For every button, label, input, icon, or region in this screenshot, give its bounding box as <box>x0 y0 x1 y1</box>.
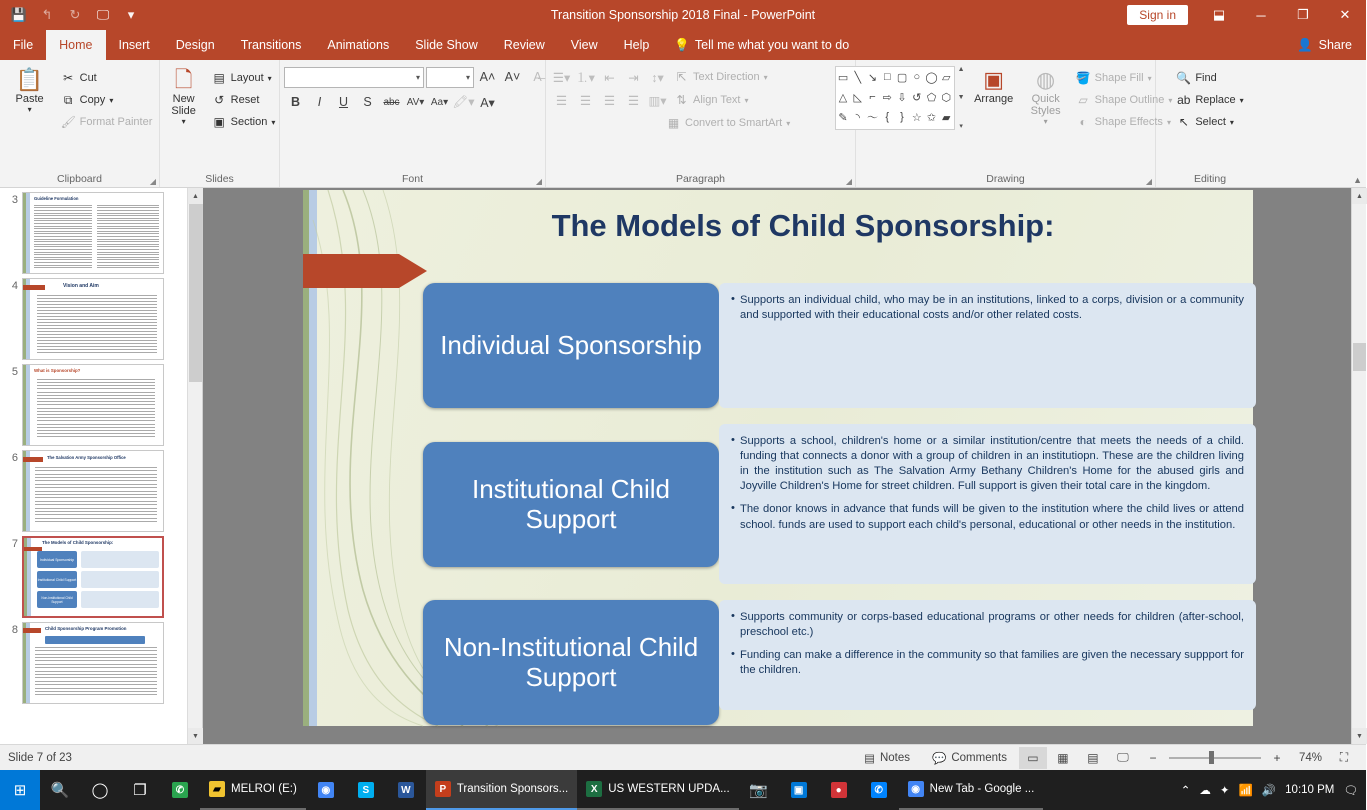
chrome-icon: ◉ <box>908 781 924 797</box>
new-slide-button[interactable]: 🗋 New Slide ▾ <box>160 63 208 130</box>
customize-quick-access-icon[interactable]: ▾ <box>127 7 135 22</box>
share-button[interactable] <box>1283 30 1366 60</box>
messenger-icon[interactable]: ✆ <box>859 770 899 810</box>
title-bar-right <box>1127 0 1366 30</box>
ribbon-display-options-icon[interactable]: ⬓ <box>1212 7 1226 22</box>
tell-me-search[interactable] <box>662 30 861 60</box>
tab-view[interactable]: View <box>570 38 598 52</box>
notifications-icon[interactable]: 🗨 <box>1343 785 1358 797</box>
model-text-non-institutional[interactable] <box>719 600 1256 710</box>
comments-label: Comments <box>951 751 1007 764</box>
close-icon[interactable]: ✕ <box>1339 7 1351 22</box>
onedrive-icon[interactable]: ☁ <box>1199 785 1211 797</box>
shape-brace-left-icon[interactable]: { <box>885 111 890 123</box>
show-hidden-icons-icon[interactable]: ⌃ <box>1180 785 1191 797</box>
comments-button[interactable] <box>922 751 1017 765</box>
format-painter-icon: 🖌 <box>60 115 76 129</box>
justify-icon[interactable]: ☰ <box>627 93 640 108</box>
lightbulb-icon: 💡 <box>674 37 690 52</box>
taskbar-item-label: US WESTERN UPDA... <box>608 783 730 795</box>
scroll-down-icon[interactable]: ▼ <box>188 728 203 744</box>
scrollbar-thumb[interactable] <box>1353 343 1366 371</box>
red-arrow-shape[interactable] <box>303 250 427 292</box>
tab-help[interactable]: Help <box>623 38 650 52</box>
scroll-up-icon[interactable]: ▲ <box>1352 188 1367 204</box>
select-icon: ↖ <box>1178 115 1189 129</box>
status-bar-right <box>854 747 1358 769</box>
list-item[interactable] <box>0 532 202 618</box>
replace-icon: ab <box>1177 93 1191 107</box>
shape-block-arrow-icon[interactable]: ⇨ <box>882 91 892 104</box>
shape-fill-icon: 🪣 <box>1075 71 1091 85</box>
quick-styles-button[interactable]: ◍ Quick Styles ▾ <box>1020 63 1072 130</box>
list-item[interactable] <box>0 360 202 446</box>
scroll-down-icon[interactable]: ▼ <box>957 94 965 101</box>
title-bar <box>0 0 1366 30</box>
clear-formatting-icon[interactable]: A̶ <box>533 70 542 84</box>
character-spacing-button[interactable]: AV▾ <box>406 96 425 108</box>
quick-access-toolbar <box>0 3 144 27</box>
scrollbar-thumb[interactable] <box>189 204 202 382</box>
ribbon-group-editing <box>1156 60 1264 187</box>
cut-label: Cut <box>79 72 97 84</box>
find-label: Find <box>1195 72 1217 84</box>
thumbnail-title: Child Sponsorship Program Promotion <box>45 626 127 631</box>
font-size-input[interactable] <box>426 67 474 88</box>
ribbon <box>0 60 1366 188</box>
font-color-button[interactable]: A▾ <box>480 95 495 110</box>
list-item[interactable] <box>0 188 202 274</box>
slide-canvas-pane[interactable] <box>203 188 1366 744</box>
tell-me-label: Tell me what you want to do <box>694 38 850 52</box>
thumbnail-number: 4 <box>11 280 18 292</box>
share-icon: 👤 <box>1297 37 1313 52</box>
taskbar-item-powerpoint[interactable] <box>426 770 577 810</box>
bullets-icon[interactable]: ☰▾ <box>552 70 571 85</box>
find-button[interactable] <box>1172 67 1247 89</box>
section-icon: ▣ <box>213 115 225 129</box>
restore-icon[interactable]: ❐ <box>1297 7 1309 22</box>
bullet-text: • Supports community or corps-based educational programs or other needs for children (after-school, preschool etc.) <box>731 610 1244 640</box>
drawing-group-label: Drawing <box>986 173 1025 185</box>
clock-time[interactable]: 10:10 PM <box>1285 784 1335 796</box>
clipboard-dialog-launcher[interactable]: ◢ <box>149 177 156 186</box>
thumbnail-title: What is Sponsorship? <box>34 368 81 373</box>
zoom-slider[interactable] <box>1169 748 1261 768</box>
shape-curved-arrow-icon[interactable]: ↺ <box>912 91 922 104</box>
strikethrough-button[interactable]: abc <box>383 96 400 108</box>
model-card-heading: Non-Institutional Child Support <box>443 631 699 692</box>
arrange-icon: ▣ <box>983 67 1005 92</box>
notes-label: Notes <box>879 751 911 764</box>
quick-styles-label: Quick Styles <box>1030 93 1061 117</box>
slides-group-label: Slides <box>205 173 234 185</box>
list-item[interactable] <box>0 446 202 532</box>
shape-star-icon[interactable]: ☆ <box>911 111 922 124</box>
taskbar-item-label: New Tab - Google ... <box>929 783 1035 795</box>
paragraph-group-label: Paragraph <box>675 173 726 185</box>
paste-button[interactable] <box>3 63 57 118</box>
skype-icon[interactable]: S <box>346 770 386 810</box>
search-icon[interactable]: 🔍 <box>50 782 70 799</box>
slide-thumbnail-pane[interactable] <box>0 188 203 744</box>
shape-square-icon[interactable]: □ <box>883 71 891 83</box>
zoom-in-button[interactable]: + <box>1273 750 1281 765</box>
undo-icon[interactable]: ↰ <box>41 7 53 22</box>
window-title: Transition Sponsorship 2018 Final - PowerPoint <box>550 8 816 22</box>
shape-effects-icon: ◐ <box>1079 115 1087 129</box>
shape-effects-label: Shape Effects <box>1094 116 1163 128</box>
tab-slide-show[interactable]: Slide Show <box>415 38 478 52</box>
paste-icon: 📋 <box>15 67 44 92</box>
shape-circle-icon[interactable]: ◯ <box>925 71 938 84</box>
text-direction-label: Text Direction <box>693 71 760 83</box>
chevron-down-icon: ▾ <box>465 72 470 82</box>
folder-icon: ▰ <box>209 781 225 797</box>
main-area <box>0 188 1366 744</box>
underline-button[interactable]: U <box>338 95 349 109</box>
camera-icon[interactable]: 📷 <box>749 782 768 799</box>
shape-pentagon-icon[interactable]: ⬠ <box>926 91 937 104</box>
bullet-text: • Funding can make a difference in the community so that families are given the necessary suppport for the children. <box>731 648 1244 678</box>
bullet-text: • Supports an individual child, who may be in an institutions, linked to a corps, division or a community and supported with their educational costs and/or other related costs. <box>731 293 1244 323</box>
shapes-gallery[interactable] <box>835 66 955 130</box>
thumbnail-image[interactable] <box>22 450 164 532</box>
tab-home[interactable]: Home <box>46 30 105 60</box>
cut-button[interactable] <box>57 67 157 89</box>
list-item[interactable] <box>0 274 202 360</box>
thumbnail-title: Vision and Aim <box>63 283 99 289</box>
search-icon: 🔍 <box>1176 71 1192 85</box>
font-dialog-launcher[interactable]: ◢ <box>535 177 542 186</box>
share-label: Share <box>1318 38 1352 52</box>
shape-elbow-icon[interactable]: ⌐ <box>869 91 876 103</box>
scroll-up-icon[interactable]: ▲ <box>957 66 965 73</box>
thumbnail-image[interactable] <box>22 278 164 360</box>
section-button[interactable]: ▣ Section ▾ <box>213 115 276 129</box>
reset-icon: ↺ <box>214 93 225 107</box>
shape-arrow-icon[interactable]: ↘ <box>867 71 878 84</box>
cortana-icon[interactable]: ◯ <box>91 782 109 799</box>
collapse-ribbon-icon[interactable]: ▲ <box>1353 175 1362 185</box>
shape-rounded-icon[interactable]: ▢ <box>896 71 908 84</box>
zoom-out-button[interactable]: − <box>1149 750 1157 765</box>
thumbnail-image[interactable] <box>22 622 164 704</box>
select-label: Select <box>1195 116 1226 128</box>
list-item[interactable] <box>0 618 202 704</box>
excel-icon: X <box>586 781 602 797</box>
bullet-text: • The donor knows in advance that funds will be given to the institution where the child lives or attend school. funds are used to support each child's personal, educational or other needs in the institution. <box>731 502 1244 532</box>
ribbon-group-clipboard <box>0 60 160 187</box>
shape-hexagon-icon[interactable]: ⬡ <box>941 91 952 104</box>
status-bar <box>0 744 1366 770</box>
align-text-button[interactable]: ⇅ Align Text ▾ <box>670 89 753 111</box>
align-text-icon: ⇅ <box>676 93 687 107</box>
tab-animations[interactable]: Animations <box>327 38 390 52</box>
thumbnail-title: The Salvation Army Sponsorship Office <box>47 455 126 460</box>
shape-outline-icon: ▱ <box>1078 93 1088 107</box>
scroll-down-icon[interactable]: ▼ <box>1352 728 1367 744</box>
model-card-non-institutional[interactable] <box>423 600 719 725</box>
section-label: Section <box>230 116 268 128</box>
redo-icon[interactable]: ↻ <box>69 7 81 22</box>
replace-button[interactable]: ab Replace ▾ <box>1177 93 1244 107</box>
thumbnail-image[interactable] <box>22 192 164 274</box>
thumbnail-number: 6 <box>11 452 18 464</box>
shape-fill-button[interactable]: 🪣 Shape Fill ▾ <box>1075 71 1152 85</box>
change-case-button[interactable]: Aa▾ <box>430 96 449 108</box>
tab-transitions[interactable]: Transitions <box>240 38 302 52</box>
copy-button[interactable]: ⧉ Copy ▾ <box>57 89 157 111</box>
zoom-track <box>1169 757 1261 759</box>
shape-triangle-icon[interactable]: △ <box>838 91 848 104</box>
powerpoint-icon: P <box>435 781 451 797</box>
text-direction-icon: ⇱ <box>676 70 687 84</box>
shape-rect-icon[interactable]: ▭ <box>837 71 849 84</box>
word-icon[interactable]: W <box>386 770 426 810</box>
thumbnail-number: 8 <box>11 624 18 636</box>
format-painter-button[interactable] <box>57 111 157 133</box>
thumbnail-image[interactable] <box>22 364 164 446</box>
font-name-input[interactable] <box>284 67 424 88</box>
notes-icon: ▤ <box>864 752 875 765</box>
numbering-icon[interactable]: ⒈▾ <box>576 71 595 85</box>
model-card-heading: Individual Sponsorship <box>440 329 702 360</box>
model-card-individual[interactable] <box>423 283 719 408</box>
shape-down-arrow-icon[interactable]: ⇩ <box>897 91 907 104</box>
align-right-icon[interactable]: ☰ <box>603 93 616 108</box>
ribbon-tabs <box>0 30 1366 60</box>
thumbnail-number: 7 <box>11 538 18 550</box>
fit-slide-to-window-icon[interactable]: ⛶ <box>1339 750 1349 764</box>
convert-smartart-label: Convert to SmartArt <box>685 117 783 129</box>
thumbnail-title: Guideline Formulation <box>34 196 79 201</box>
shape-fill-label: Shape Fill <box>1094 72 1144 84</box>
minimize-icon[interactable]: ─ <box>1256 7 1266 23</box>
thumbnail-title: The Models of Child Sponsorship: <box>42 540 114 545</box>
shape-effects-button[interactable]: ◐ Shape Effects ▾ <box>1072 111 1177 133</box>
save-icon[interactable]: 💾 <box>10 7 28 22</box>
layout-icon: ▤ <box>213 71 225 85</box>
align-center-icon[interactable]: ☰ <box>579 93 592 108</box>
italic-button[interactable]: I <box>317 95 322 109</box>
slide-indicator[interactable]: Slide 7 of 23 <box>8 751 72 764</box>
shape-banner-icon[interactable]: ▰ <box>942 111 951 124</box>
chevron-down-icon: ▾ <box>27 105 32 114</box>
align-left-icon[interactable]: ☰ <box>555 93 568 108</box>
layout-button[interactable]: ▤ Layout ▾ <box>213 71 272 85</box>
bluetooth-icon[interactable]: ✦ <box>1219 785 1230 797</box>
thumbnail-image[interactable]: The Models of Child Sponsorship: Individual Sponsorship Institutional Child Support Non-Institutional Child Support <box>22 536 164 618</box>
select-button[interactable]: ↖ Select ▾ <box>1172 111 1247 133</box>
scissors-icon: ✂ <box>63 71 74 85</box>
zoom-handle[interactable] <box>1209 751 1214 764</box>
font-group-label: Font <box>401 173 423 185</box>
zoom-level[interactable]: 74% <box>1298 751 1322 764</box>
shape-rtriangle-icon[interactable]: ◺ <box>853 91 862 104</box>
bullet-text: • Supports a school, children's home or a similar institution/centre that meets the needs of a child. funding that connects a donor with a group of children in an institutiopn. These are the children living in the institution such as The Salvation Army Bethany Children's Home for the abused girls and Joyville Children's Home for street children. Full support is given their total care in the kingdom. <box>731 434 1244 494</box>
replace-label: Replace <box>1195 94 1236 106</box>
shape-oval-icon[interactable]: ○ <box>913 71 921 83</box>
model-card-heading: Institutional Child Support <box>472 473 670 534</box>
arrange-button[interactable] <box>968 63 1020 109</box>
taskbar <box>0 770 1366 810</box>
decrease-font-size-button[interactable]: A˅ <box>504 70 521 84</box>
system-tray <box>1181 783 1366 797</box>
reset-button[interactable] <box>208 89 280 111</box>
shape-outline-button[interactable]: ▱ Shape Outline ▾ <box>1072 89 1177 111</box>
new-slide-icon: 🗋 <box>174 67 193 92</box>
drawing-dialog-launcher[interactable]: ◢ <box>1145 177 1152 186</box>
quick-styles-icon: ◍ <box>1036 67 1056 92</box>
taskbar-item-icon[interactable]: ✆ <box>160 770 200 810</box>
arrange-label: Arrange <box>974 93 1014 105</box>
slide-canvas[interactable] <box>303 190 1253 726</box>
taskbar-item-excel[interactable] <box>577 770 738 810</box>
shape-line-icon[interactable]: ╲ <box>854 71 862 84</box>
bold-button[interactable]: B <box>290 95 301 109</box>
thumbnail-number: 5 <box>11 366 18 378</box>
model-card-institutional[interactable] <box>423 442 719 567</box>
editing-group-label: Editing <box>1193 173 1227 185</box>
network-icon[interactable]: 📶 <box>1238 785 1253 797</box>
increase-indent-icon[interactable]: ⇥ <box>628 70 639 85</box>
thumbnail-scrollbar[interactable] <box>187 188 202 744</box>
ribbon-group-slides <box>160 60 280 187</box>
taskbar-item-melroi[interactable] <box>200 770 306 810</box>
tab-file[interactable]: File <box>13 38 34 52</box>
taskbar-item-label: MELROI (E:) <box>231 783 297 795</box>
text-direction-button[interactable]: ⇱ Text Direction ▾ <box>670 66 772 88</box>
canvas-vertical-scrollbar[interactable] <box>1351 188 1366 744</box>
chevron-down-icon: ▾ <box>415 72 420 82</box>
task-view-icon[interactable]: ❐ <box>133 782 147 799</box>
model-text-individual[interactable] <box>719 283 1256 408</box>
slide-sorter-icon[interactable]: ▦ <box>1057 750 1069 765</box>
notes-button[interactable] <box>854 751 920 765</box>
thumbnail-number: 3 <box>11 194 18 206</box>
ribbon-group-paragraph <box>546 60 856 187</box>
windows-start-icon[interactable]: ⊞ <box>0 770 40 810</box>
chrome-icon[interactable]: ◉ <box>306 770 346 810</box>
text-shadow-button[interactable]: S <box>363 95 372 109</box>
shape-outline-label: Shape Outline <box>1094 94 1165 106</box>
convert-to-smartart-button[interactable]: ▦ Convert to SmartArt ▾ <box>667 116 791 130</box>
paste-label: Paste <box>15 93 44 105</box>
model-text-institutional[interactable] <box>719 424 1256 584</box>
copy-label: Copy <box>79 94 106 106</box>
slide-title[interactable]: The Models of Child Sponsorship: <box>551 208 1055 243</box>
shape-more-icon[interactable]: ▱ <box>942 71 951 84</box>
normal-view-icon[interactable]: ▭ <box>1019 747 1047 769</box>
format-painter-label: Format Painter <box>79 116 153 128</box>
shapes-more-icon[interactable]: ▾ <box>959 123 963 130</box>
text-highlight-icon[interactable]: 🖍▾ <box>452 95 475 109</box>
ribbon-group-drawing <box>837 60 1173 187</box>
comment-icon: 💬 <box>932 752 947 765</box>
taskbar-item-label: Transition Sponsors... <box>456 783 569 795</box>
decrease-indent-icon[interactable]: ⇤ <box>604 70 615 85</box>
shapes-gallery-scroll[interactable] <box>955 66 968 130</box>
clipboard-group-label: Clipboard <box>57 173 102 185</box>
layout-label: Layout <box>230 72 264 84</box>
store-icon[interactable]: ▣ <box>779 770 819 810</box>
scroll-up-icon[interactable]: ▲ <box>188 188 203 204</box>
columns-icon[interactable]: ▥▾ <box>648 93 667 108</box>
tab-design[interactable]: Design <box>175 38 215 52</box>
line-spacing-icon[interactable]: ↕▾ <box>651 70 664 85</box>
new-slide-label: New Slide <box>171 93 196 117</box>
sign-in-button[interactable]: Sign in <box>1127 5 1188 25</box>
shape-freeform-icon[interactable]: ✎ <box>838 111 848 124</box>
ribbon-group-font <box>280 60 546 187</box>
smartart-icon: ▦ <box>667 116 680 130</box>
increase-font-size-button[interactable]: A˄ <box>479 70 496 84</box>
slide-show-icon[interactable]: 🖵 <box>1117 750 1129 764</box>
align-text-label: Align Text <box>693 94 741 106</box>
record-icon[interactable]: ● <box>819 770 859 810</box>
paragraph-dialog-launcher[interactable]: ◢ <box>845 177 852 186</box>
shape-brace-right-icon[interactable]: } <box>900 111 904 123</box>
copy-icon: ⧉ <box>63 92 73 107</box>
taskbar-item-chrome-newtab[interactable] <box>899 770 1044 810</box>
reset-label: Reset <box>230 94 260 106</box>
tab-review[interactable]: Review <box>503 38 545 52</box>
reading-view-icon[interactable]: ▤ <box>1087 750 1099 765</box>
start-presentation-icon[interactable]: 🖵 <box>96 7 110 22</box>
shape-star5-icon[interactable]: ✩ <box>926 111 937 124</box>
shape-curve-icon[interactable]: 〜 <box>867 112 879 124</box>
shape-arc-icon[interactable]: ◝ <box>855 111 860 124</box>
tab-insert[interactable]: Insert <box>118 38 150 52</box>
volume-icon[interactable]: 🔊 <box>1261 785 1277 797</box>
